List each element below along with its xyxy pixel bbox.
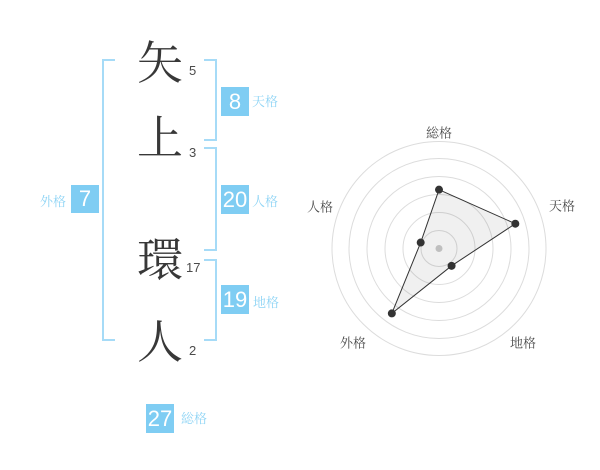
stroke-count-3: 17: [186, 260, 201, 275]
radar-axis-label-天格: 天格: [548, 198, 576, 214]
radar-axis-label-地格: 地格: [509, 335, 537, 351]
radar-axis-label-外格: 外格: [339, 335, 367, 351]
gaikaku-bracket: [102, 59, 115, 341]
tenkaku-value-badge: 8: [221, 87, 249, 116]
jinkaku-value-badge: 20: [221, 185, 249, 214]
stroke-count-2: 3: [189, 145, 197, 160]
soukaku-label: 総格: [181, 411, 208, 426]
radar-point-外格: [388, 309, 396, 317]
name-char-1: 矢: [137, 37, 183, 89]
chikaku-bracket: [204, 259, 217, 341]
radar-point-総格: [435, 186, 443, 194]
name-char-3: 環: [137, 234, 183, 286]
radar-point-天格: [511, 220, 519, 228]
chikaku-value-badge: 19: [221, 285, 249, 314]
tenkaku-label: 天格: [252, 94, 279, 109]
gaikaku-value-badge: 7: [71, 185, 99, 213]
radar-point-地格: [448, 262, 456, 270]
name-char-2: 上: [137, 112, 183, 164]
stroke-count-4: 2: [189, 343, 197, 358]
radar-axis-label-総格: 総格: [425, 125, 453, 141]
radar-axis-label-人格: 人格: [306, 199, 334, 215]
radar-point-人格: [417, 239, 425, 247]
jinkaku-label: 人格: [252, 194, 279, 209]
soukaku-value-badge: 27: [146, 404, 174, 433]
radar-chart: [290, 95, 590, 365]
chikaku-label: 地格: [253, 295, 280, 310]
gaikaku-label: 外格: [40, 194, 67, 209]
name-char-4: 人: [137, 316, 183, 368]
jinkaku-bracket: [204, 147, 217, 251]
stroke-count-1: 5: [189, 63, 197, 78]
tenkaku-bracket: [204, 59, 217, 141]
